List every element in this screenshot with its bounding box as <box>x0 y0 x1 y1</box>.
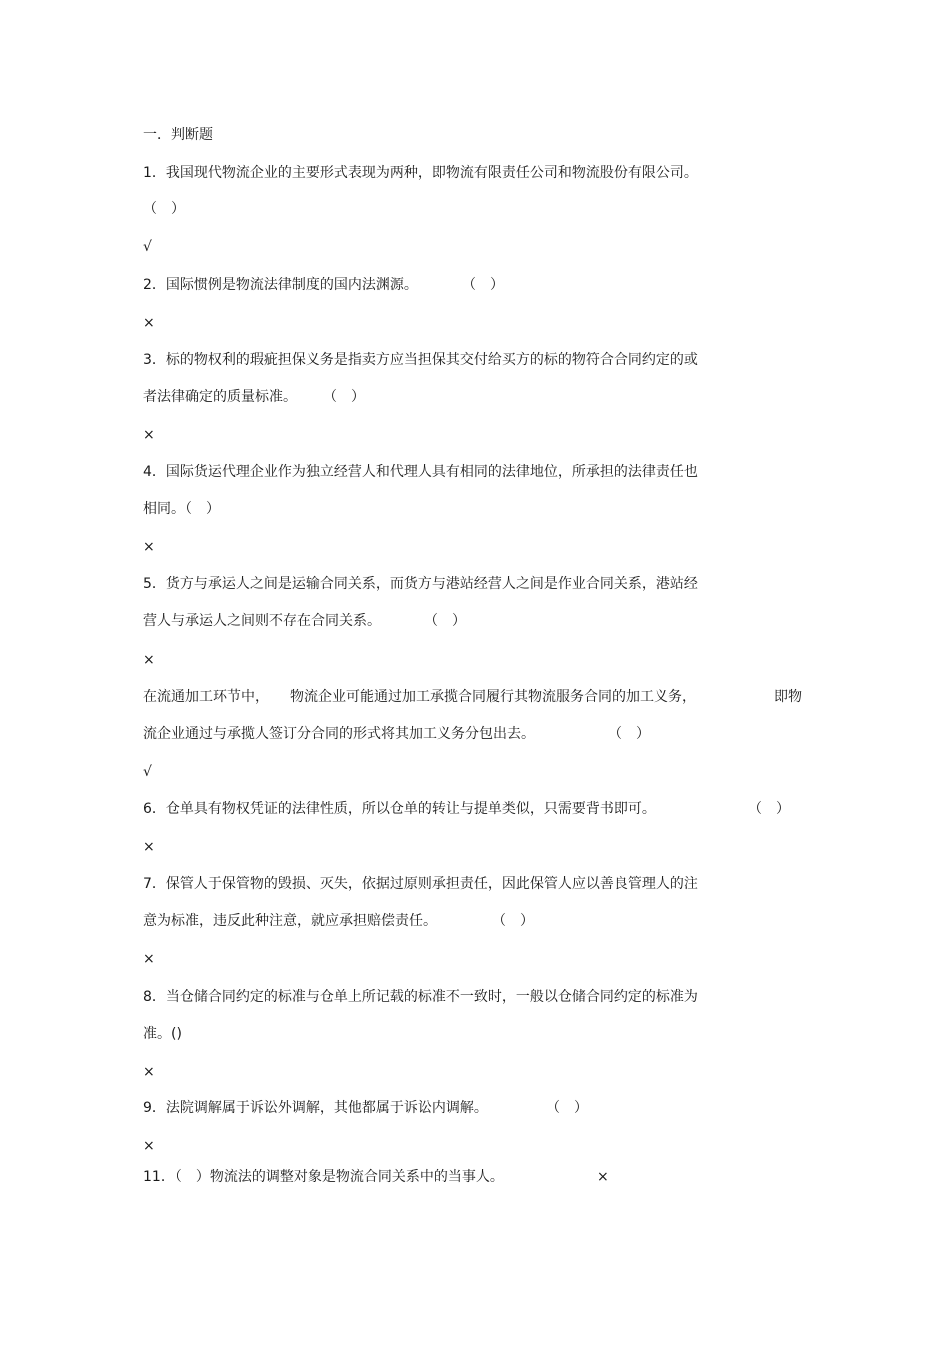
question-unnumbered-line-1a: 在流通加工环节中， <box>143 689 269 705</box>
section-title: 一．判断题 <box>143 127 213 143</box>
question-5-line-1: 5．货方与承运人之间是运输合同关系，而货方与港站经营人之间是作业合同关系，港站经 <box>143 576 698 592</box>
question-2-answer: × <box>143 315 155 331</box>
question-9-paren: （ ） <box>546 1100 588 1116</box>
question-4-line-1: 4．国际货运代理企业作为独立经营人和代理人具有相同的法律地位，所承担的法律责任也 <box>143 464 698 480</box>
question-2-text: 2．国际惯例是物流法律制度的国内法渊源。 <box>143 277 418 293</box>
question-5-line-2: 营人与承运人之间则不存在合同关系。 <box>143 613 381 629</box>
question-7-line-1: 7．保管人于保管物的毁损、灭失，依据过原则承担责任，因此保管人应以善良管理人的注 <box>143 876 698 892</box>
question-8-line-1: 8．当仓储合同约定的标准与仓单上所记载的标准不一致时，一般以仓储合同约定的标准为 <box>143 989 698 1005</box>
question-7-paren: （ ） <box>492 913 534 929</box>
question-5-paren: （ ） <box>424 613 466 629</box>
question-unnumbered-paren: （ ） <box>608 726 650 742</box>
question-3-line-2: 者法律确定的质量标准。 <box>143 389 297 405</box>
question-8-line-2: 准。() <box>143 1026 182 1042</box>
question-1-line-1: 1．我国现代物流企业的主要形式表现为两种，即物流有限责任公司和物流股份有限公司。 <box>143 165 698 181</box>
question-1-line-2: （ ） <box>143 201 185 217</box>
question-7-line-2: 意为标准，违反此种注意，就应承担赔偿责任。 <box>143 913 437 929</box>
question-6-answer: × <box>143 839 155 855</box>
question-unnumbered-line-1c: 即物 <box>774 689 802 705</box>
question-7-answer: × <box>143 951 155 967</box>
question-11-text: 11．（ ）物流法的调整对象是物流合同关系中的当事人。 <box>143 1169 504 1185</box>
question-unnumbered-line-1b: 物流企业可能通过加工承揽合同履行其物流服务合同的加工义务， <box>290 689 696 705</box>
question-unnumbered-line-2: 流企业通过与承揽人签订分合同的形式将其加工义务分包出去。 <box>143 726 535 742</box>
question-unnumbered-answer: √ <box>143 764 152 780</box>
question-9-answer: × <box>143 1138 155 1154</box>
question-6-text: 6．仓单具有物权凭证的法律性质，所以仓单的转让与提单类似，只需要背书即可。 <box>143 801 656 817</box>
question-4-answer: × <box>143 539 155 555</box>
question-4-line-2: 相同。（ ） <box>143 501 220 517</box>
question-2-paren: （ ） <box>462 277 504 293</box>
question-5-answer: × <box>143 652 155 668</box>
question-6-paren: （ ） <box>748 801 790 817</box>
question-1-answer: √ <box>143 239 152 255</box>
question-3-line-1: 3．标的物权利的瑕疵担保义务是指卖方应当担保其交付给买方的标的物符合合同约定的或 <box>143 352 698 368</box>
question-3-answer: × <box>143 427 155 443</box>
question-8-answer: × <box>143 1064 155 1080</box>
question-9-text: 9．法院调解属于诉讼外调解，其他都属于诉讼内调解。 <box>143 1100 488 1116</box>
question-3-paren: （ ） <box>323 389 365 405</box>
question-11-answer: × <box>597 1169 609 1185</box>
